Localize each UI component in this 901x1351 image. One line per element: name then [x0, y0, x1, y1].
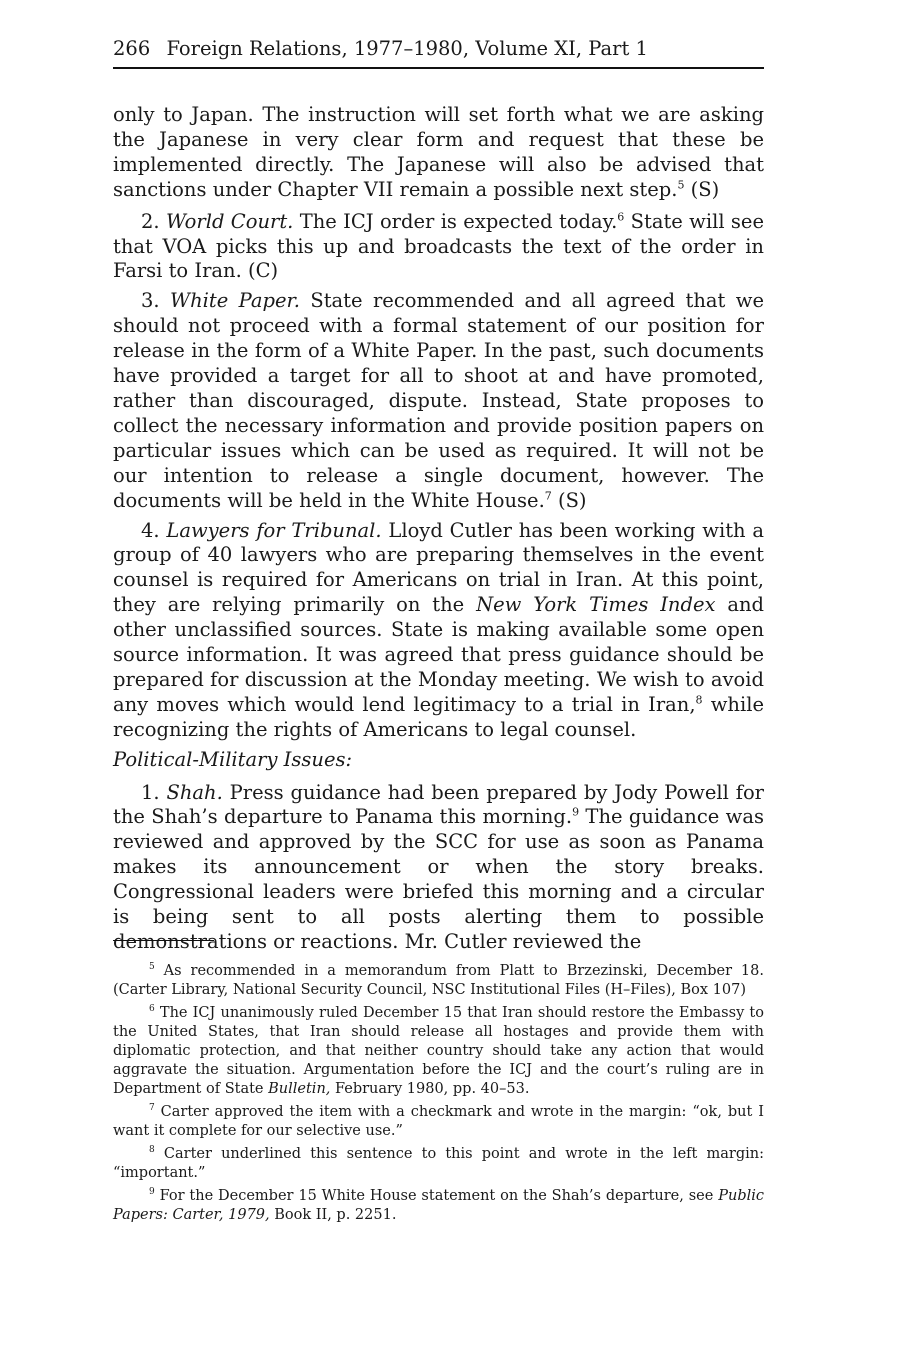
paragraph-continuation: only to Japan. The instruction will set forth what we are asking the Japanese in very clear form and request that these be implemented directly. The Japanese will also be advised that sanctions under Chapter VII remain a possible next step.$^5$ (S)	[113, 103, 764, 201]
paragraph-world-court: 2. World Court. The ICJ order is expected today.$^6$ State will see that VOA picks this up and broadcasts the text of the order in Farsi to Iran. (C)	[113, 209, 764, 283]
paragraph-lawyers: 4. Lawyers for Tribunal. Lloyd Cutler has been working with a group of 40 lawyers who are preparing themselves in the event counsel is required for Americans on trial in Iran. At this point, they are relying primarily on the New York Times Index and other unclassified sources. State is making available some open source information. It was agreed that press guidance should be prepared for discussion at the Monday meeting. We wish to avoid any moves which would lend legitimacy to a trial in Iran,$^8$ while recognizing the rights of Americans to legal counsel.	[113, 518, 764, 741]
footnote-5: $^5$ As recommended in a memorandum from Platt to Brzezinski, December 18. (Carter Library, National Security Council, NSC Institutional Files (H–Files), Box 107)	[113, 962, 764, 998]
item-title-world-court: World Court.	[165, 209, 294, 233]
footnote-ref-6[interactable]: 6	[617, 210, 625, 224]
page	[113, 36, 764, 960]
footnotes	[113, 962, 764, 1229]
footnote-9: $^9$ For the December 15 White House statement on the Shah’s departure, see Public Papers: Carter, 1979, Book II, p. 2251.	[113, 1187, 764, 1223]
section-subheading: Political-Military Issues:	[113, 747, 353, 771]
footnote-6: $^6$ The ICJ unanimously ruled December 15 that Iran should restore the Embassy to the United States, that Iran should release all hostages and provide them with diplomatic protection, and that neither country should take any action that would aggravate the situation. Argumentation before the ICJ and the court’s ruling are in Department of State Bulletin, February 1980, pp. 40–53.	[113, 1004, 764, 1097]
main-text	[113, 103, 764, 955]
footnote-divider	[113, 940, 214, 941]
item-title-shah: Shah.	[166, 780, 223, 804]
running-header	[113, 36, 764, 69]
running-title: Foreign Relations, 1977–1980, Volume XI, Part 1	[166, 37, 648, 60]
publication-title: New York Times Index	[476, 593, 716, 617]
footnote-ref-8[interactable]: 8	[695, 693, 703, 707]
footnote-8: $^8$ Carter underlined this sentence to this point and wrote in the left margin: “important.”	[113, 1145, 764, 1181]
footnote-ref-7[interactable]: 7	[544, 489, 552, 503]
footnote-ref-9[interactable]: 9	[572, 805, 580, 819]
footnote-ref-5[interactable]: 5	[677, 178, 685, 192]
paragraph-shah: 1. Shah. Press guidance had been prepared by Jody Powell for the Shah’s departure to Panama this morning.$^9$ The guidance was reviewed and approved by the SCC for use as soon as Panama makes its announcement or when the story breaks. Congressional leaders were briefed this morning and a circular is being sent to all posts alerting them to possible demonstrations or reactions. Mr. Cutler reviewed the	[113, 780, 765, 953]
page-number: 266	[113, 37, 151, 60]
item-title-lawyers: Lawyers for Tribunal.	[166, 518, 382, 542]
footnote-7: $^7$ Carter approved the item with a checkmark and wrote in the margin: “ok, but I want it complete for our selective use.”	[113, 1103, 764, 1139]
paragraph-white-paper: 3. White Paper. State recommended and all agreed that we should not proceed with a formal statement of our position for release in the form of a White Paper. In the past, such documents have provided a target for all to shoot at and have promoted, rather than discouraged, dispute. Instead, State proposes to collect the necessary information and provide position papers on particular issues which can be used as required. It will not be our intention to release a single document, however. The documents will be held in the White House.$^7$ (S)	[113, 289, 764, 512]
item-title-white-paper: White Paper.	[170, 289, 300, 313]
